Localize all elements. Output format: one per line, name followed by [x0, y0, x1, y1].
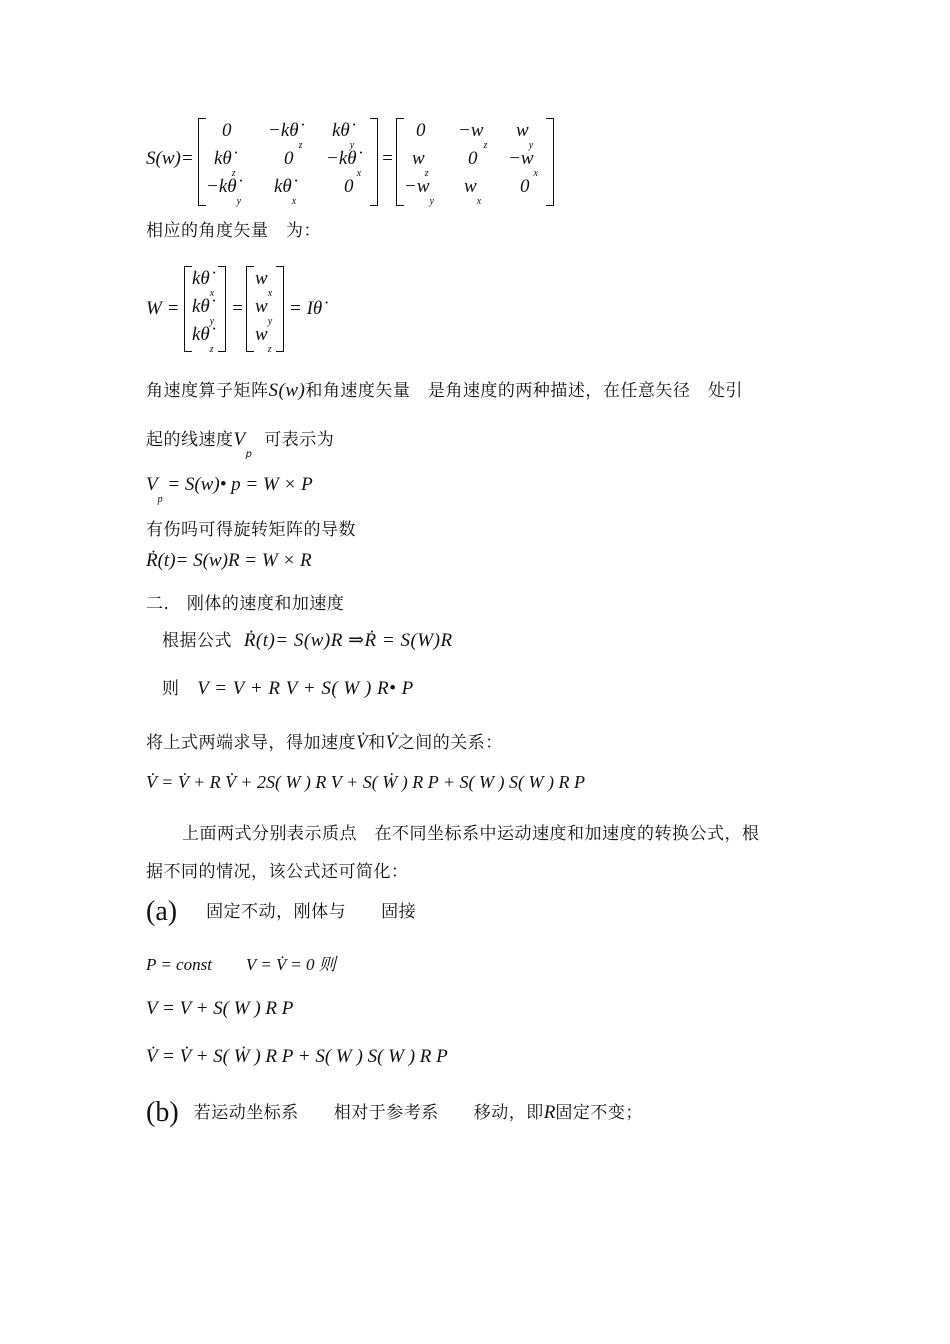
m1-r2c1: $k\thetȧ_x$ [274, 176, 297, 207]
m2-r2c1: $w_x$ [464, 176, 482, 207]
m1-r1c1: 0 [284, 148, 294, 169]
v2-r1: $w_y$ [255, 296, 273, 327]
vector-w-omega [246, 266, 284, 355]
section-heading-rigid-body: 二. 刚体的速度和加速度 [146, 594, 345, 614]
case-a-label: (a) [146, 896, 178, 927]
case-a-condition: P = const V = V̇ = 0 则 [146, 955, 336, 974]
matrix-s-equals: = [381, 148, 394, 169]
then-line: 则 V = V + R V + S( W ) R• P [162, 678, 414, 699]
m2-r2c2: 0 [520, 176, 530, 197]
vector-w-rhs: = Iθ̇ [289, 298, 323, 319]
case-a-acceleration: V̇ = V̇ + S( Ẇ ) R P + S( W ) S( W ) R P [146, 1046, 448, 1067]
matrix-s-omega [396, 118, 554, 206]
m1-r0c0: 0 [222, 120, 232, 141]
para-angular-velocity: 角速度算子矩阵S(w)和角速度矢量 是角速度的两种描述，在任意矢径 处引 [146, 380, 743, 401]
m1-r2c2: 0 [344, 176, 354, 197]
m2-r1c1: 0 [468, 148, 478, 169]
matrix-s-lhs: S(w)= [146, 148, 194, 169]
derive-line: 将上式两端求导，得加速度V̇和V̇之间的关系： [146, 732, 503, 753]
m2-r0c1: $-w_z$ [458, 120, 488, 151]
eq-velocity-point: $V_p$ = S(w)• p = W × P [146, 474, 313, 505]
vector-w-lhs: W = [146, 298, 180, 319]
para-summary-line2: 据不同的情况，该公式还可简化： [146, 862, 409, 882]
m2-r1c0: $w_z$ [412, 148, 429, 179]
m2-r1c2: $-w_x$ [508, 148, 538, 179]
v2-r2: $w_z$ [255, 324, 272, 355]
v1-r2: $k\thetȧ_z$ [192, 324, 214, 355]
angle-vector-line: 相应的角度矢量 为： [146, 221, 321, 241]
sw-symbol: S(w) [268, 380, 306, 401]
m2-r2c0: $-w_y$ [404, 176, 434, 207]
m1-r2c0: $-k\thetȧ_y$ [206, 176, 242, 207]
formula-line: 根据公式 Ṙ(t)= S(w)R ⇒Ṙ = S(W)R [162, 630, 453, 651]
vector-w-theta [184, 266, 226, 355]
v1-r1: $k\thetȧ_y$ [192, 296, 215, 327]
m1-r1c2: $-k\thetȧ_x$ [326, 148, 362, 179]
case-a-line: (a) 固定不动，刚体与 固接 [146, 896, 417, 927]
case-b-line: (b) 若运动坐标系 相对于参考系 移动，即R固定不变； [146, 1097, 643, 1128]
m2-r0c0: 0 [416, 120, 426, 141]
derivative-line: 有伤吗可得旋转矩阵的导数 [146, 520, 356, 540]
para-summary-line1: 上面两式分别表示质点 在不同坐标系中运动速度和加速度的转换公式，根 [182, 824, 760, 844]
matrix-s-theta [198, 118, 378, 206]
case-a-velocity: V = V + S( W ) R P [146, 998, 294, 1019]
eq-rotation-derivative: Ṙ(t)= S(w)R = W × R [146, 550, 312, 571]
v2-r0: $w_x$ [255, 268, 273, 299]
eq-acceleration: V̇ = V̇ + R V̇ + 2S( W ) R V + S( Ẇ ) R P + S( W ) S( W ) R P [146, 772, 585, 792]
m1-r0c2: $k\thetȧ_y$ [332, 120, 355, 151]
para-linear-velocity: 起的线速度$V_p$ 可表示为 [146, 429, 335, 460]
m1-r1c0: $k\thetȧ_z$ [214, 148, 236, 179]
vector-w-equals: = [231, 298, 244, 319]
v1-r0: $k\thetȧ_x$ [192, 268, 215, 299]
m2-r0c2: $w_y$ [516, 120, 534, 151]
m1-r0c1: $-k\thetȧ_z$ [268, 120, 303, 151]
case-b-label: (b) [146, 1097, 179, 1128]
v-symbol: V [233, 429, 246, 450]
